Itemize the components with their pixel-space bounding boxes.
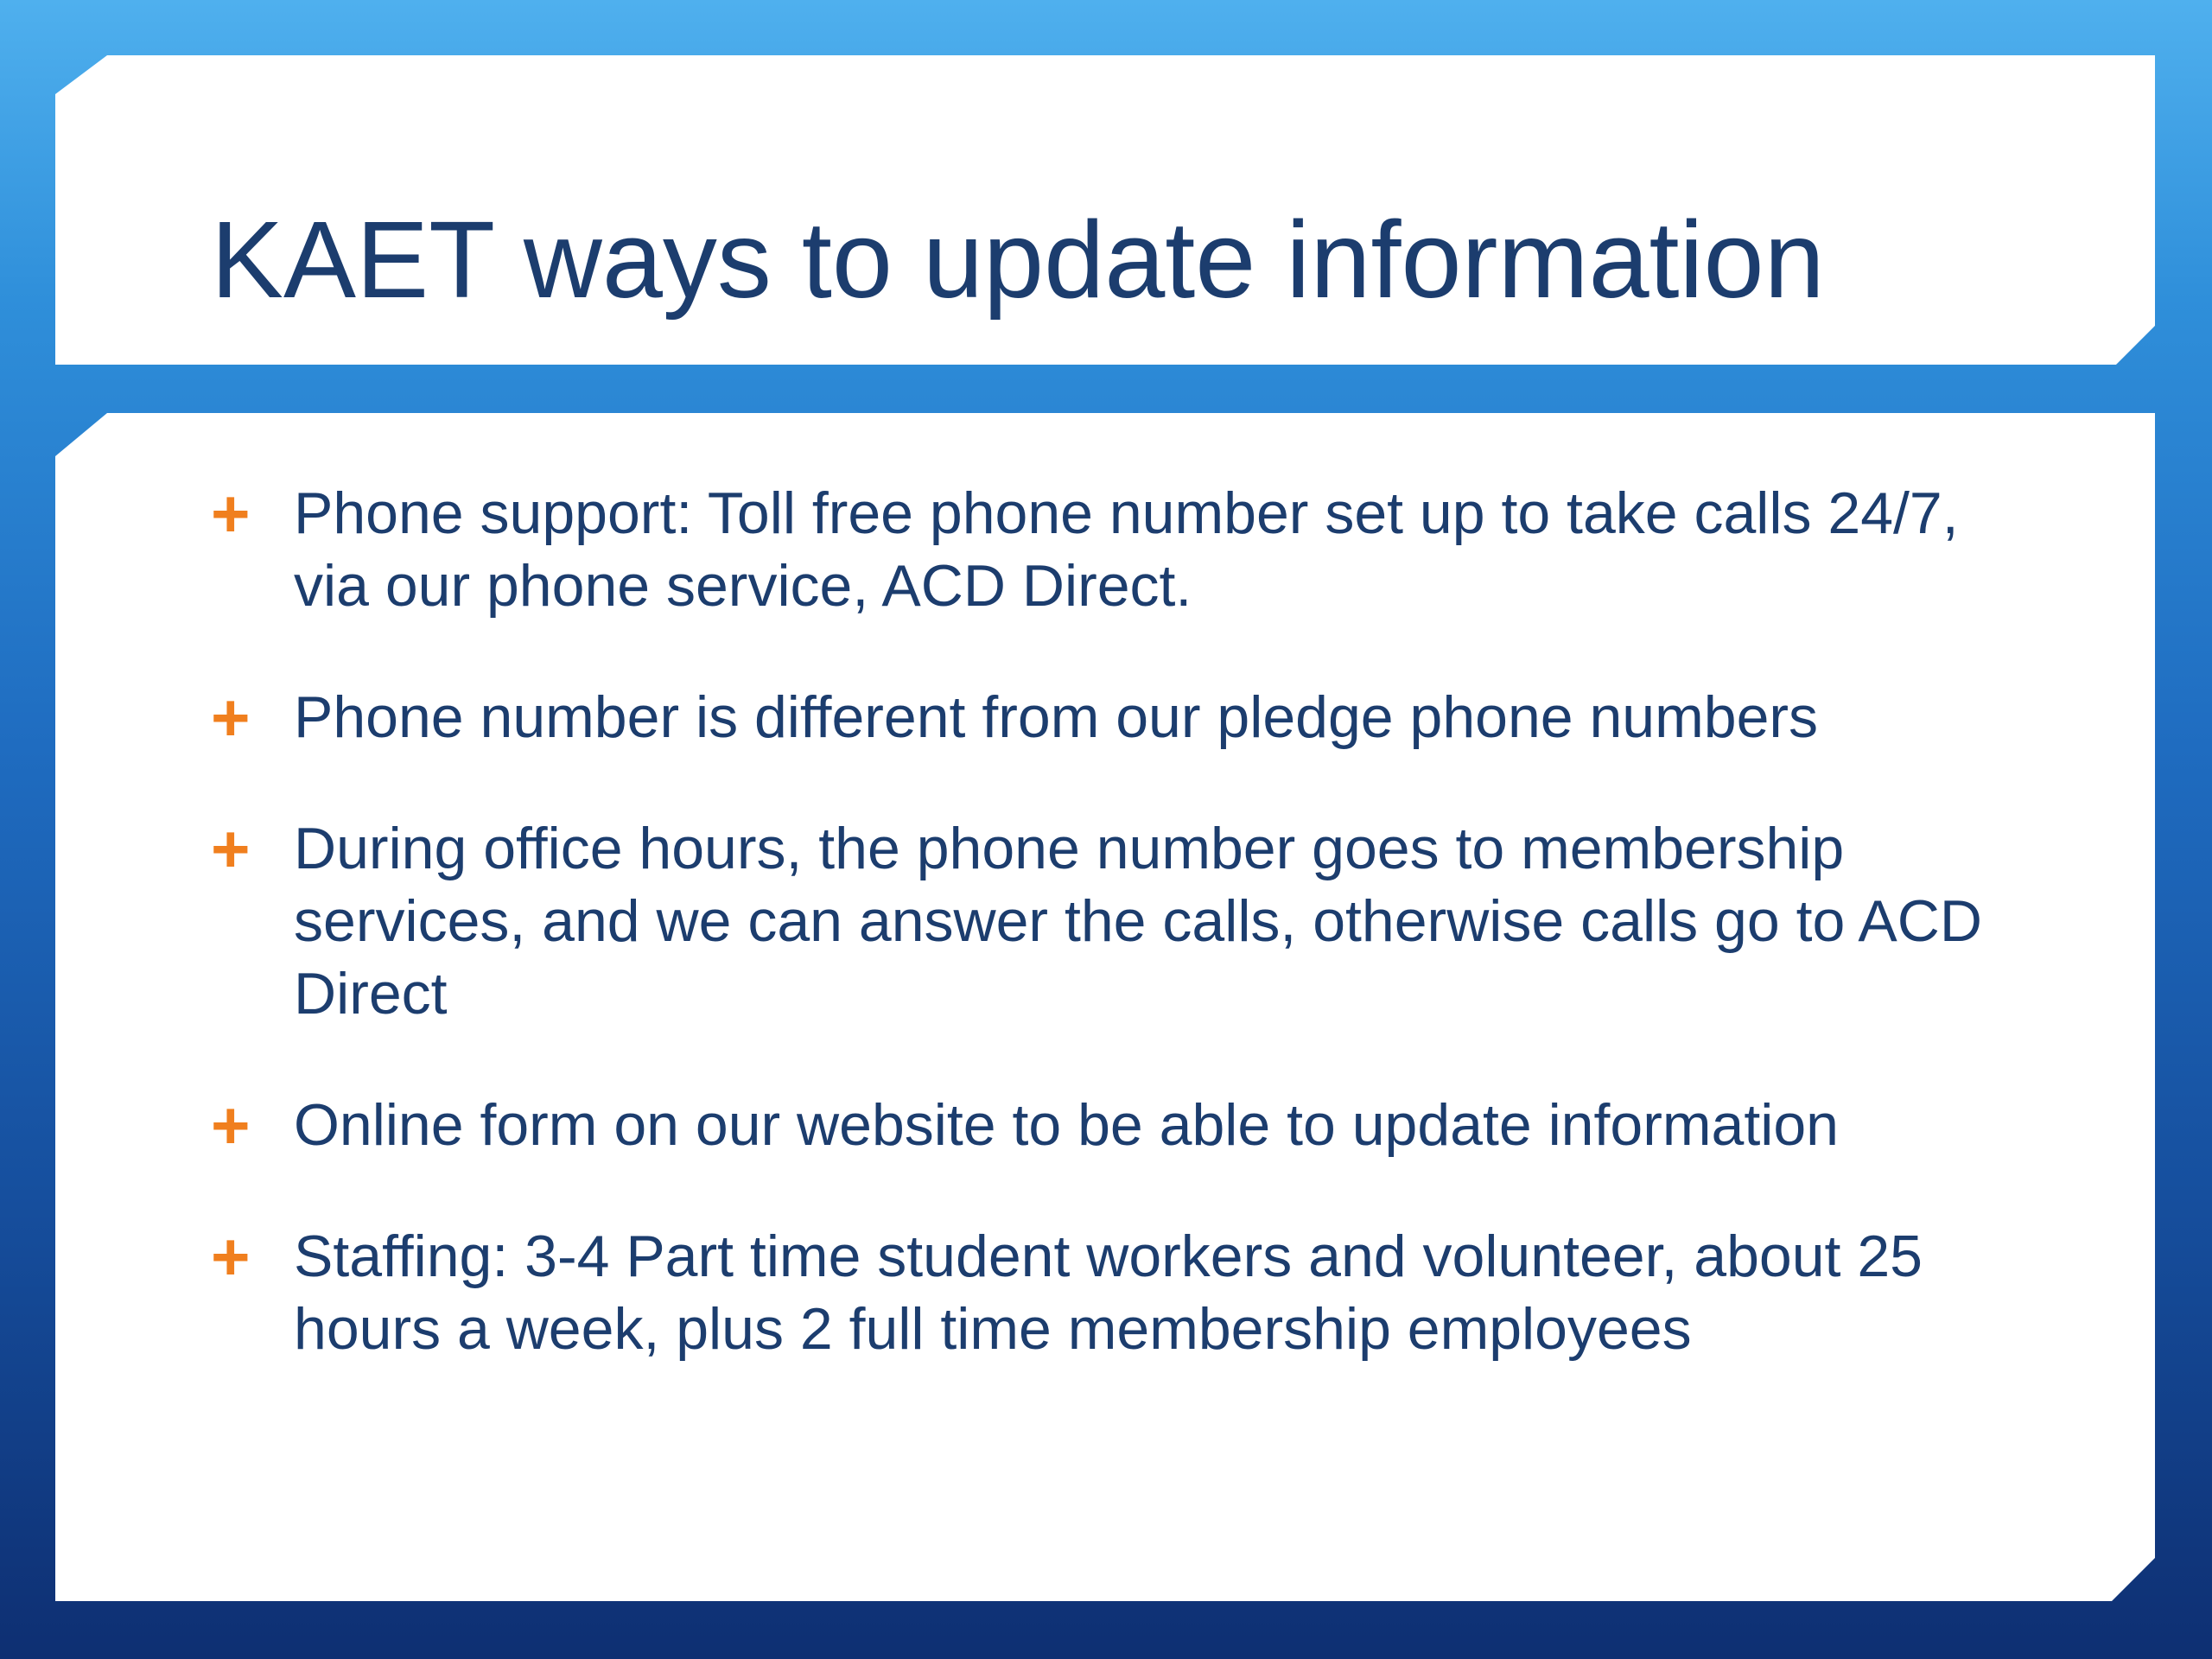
- bullet-item-phone-support: [211, 477, 2008, 622]
- bullet-item-phone-number: [211, 681, 2008, 753]
- bullet-item-office-hours: [211, 812, 2008, 1030]
- bullet-text: During office hours, the phone number goes to membership services, and we can answer the calls, otherwise calls go to ACD Direct: [294, 816, 1983, 1027]
- bullet-item-online-form: [211, 1089, 2008, 1161]
- plus-icon: +: [211, 679, 251, 755]
- plus-icon: +: [211, 1218, 251, 1294]
- bullet-text: Phone number is different from our pledge phone numbers: [294, 684, 1819, 750]
- plus-icon: +: [211, 1087, 251, 1163]
- plus-icon: +: [211, 475, 251, 551]
- bullet-list: [211, 477, 2008, 1424]
- slide-title: KAET ways to update information: [211, 199, 1825, 321]
- bullet-text: Phone support: Toll free phone number set up to take calls 24/7, via our phone service, ACD Direct.: [294, 480, 1959, 619]
- plus-icon: +: [211, 810, 251, 887]
- bullet-text: Online form on our website to be able to update information: [294, 1092, 1839, 1158]
- bullet-item-staffing: [211, 1220, 2008, 1365]
- bullet-text: Staffing: 3-4 Part time student workers and volunteer, about 25 hours a week, plus 2 full time membership employees: [294, 1224, 1923, 1362]
